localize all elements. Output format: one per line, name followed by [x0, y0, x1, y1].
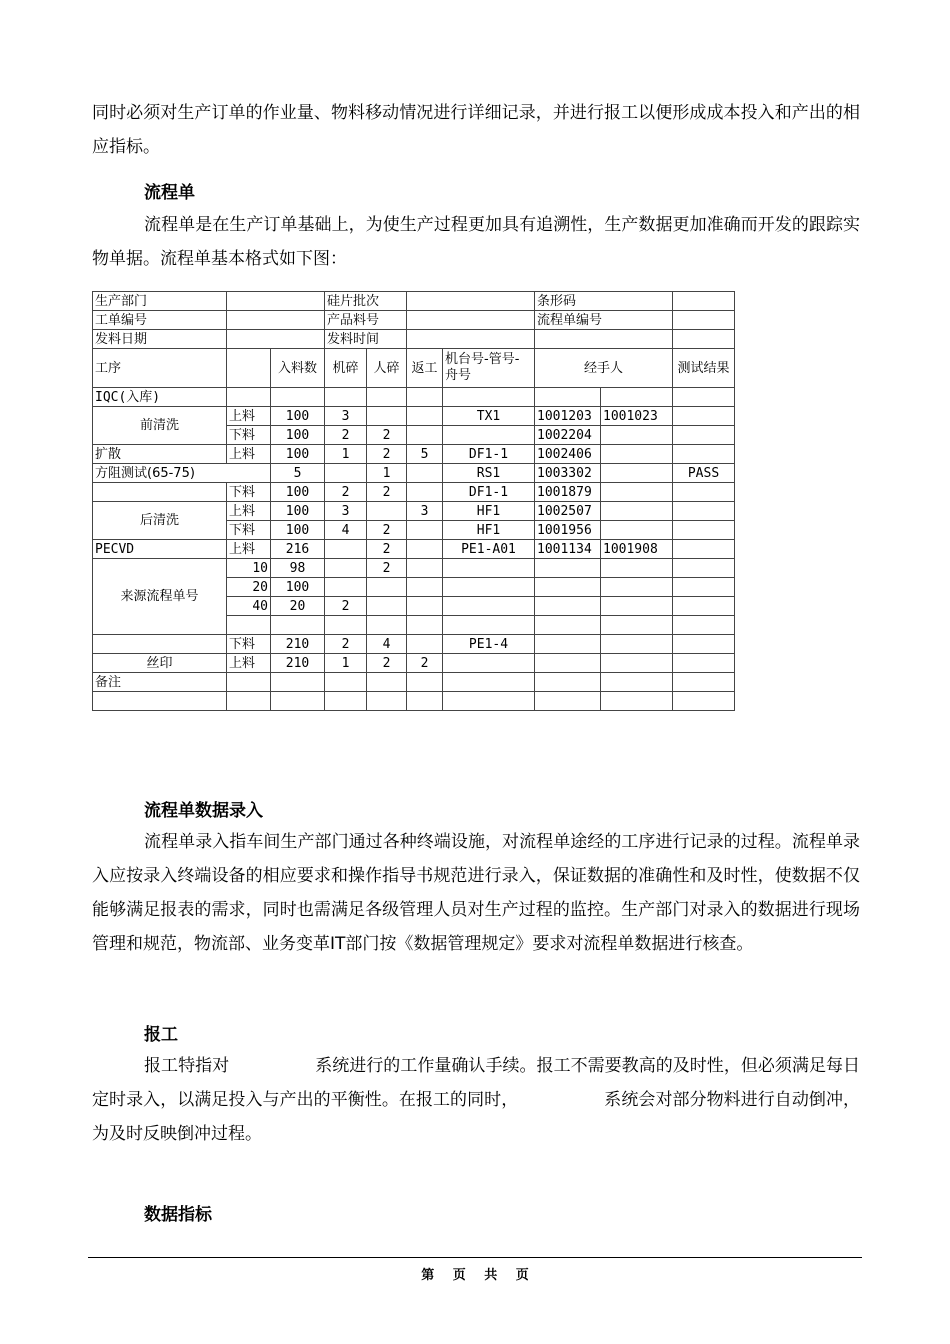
- table-cell: 2: [367, 540, 407, 559]
- table-cell: 1001879: [535, 483, 601, 502]
- table-cell: 2: [367, 521, 407, 540]
- table-cell: DF1-1: [443, 483, 535, 502]
- table-cell: 100: [271, 426, 325, 445]
- table-cell: 1001908: [601, 540, 673, 559]
- work-report-text-b: 系统进行的工作量确认手续。报工不需要教高的及时性，但必须满足每日定时录入，以满足投入与产出的平衡性。在报工的同时，: [92, 1056, 861, 1110]
- flow-sheet-table: [92, 291, 735, 711]
- table-cell: 2: [325, 483, 367, 502]
- table-cell: RS1: [443, 464, 535, 483]
- table-cell: 1001134: [535, 540, 601, 559]
- table-cell: 上料: [227, 540, 271, 559]
- table-cell: 2: [367, 483, 407, 502]
- col-process: 工序: [93, 349, 227, 388]
- order-label: 工单编号: [93, 311, 227, 330]
- dept-label: 生产部门: [93, 292, 227, 311]
- batch-label: 硅片批次: [325, 292, 407, 311]
- col-machine-no: 机台号-管号-舟号: [443, 349, 535, 388]
- table-cell: 3: [325, 502, 367, 521]
- issue-date-label: 发料日期: [93, 330, 227, 349]
- col-rework: 返工: [407, 349, 443, 388]
- work-report-paragraph: [92, 1049, 860, 1151]
- table-cell: 1: [367, 464, 407, 483]
- table-cell: 100: [271, 578, 325, 597]
- table-cell: HF1: [443, 521, 535, 540]
- table-cell: TX1: [443, 407, 535, 426]
- table-cell: 下料: [227, 521, 271, 540]
- table-cell: 100: [271, 483, 325, 502]
- intro-paragraph: 同时必须对生产订单的作业量、物料移动情况进行详细记录，并进行报工以便形成成本投入和产出的相应指标。: [92, 103, 860, 157]
- table-cell: 5: [271, 464, 325, 483]
- table-cell: 2: [325, 426, 367, 445]
- data-entry-paragraph: [92, 825, 860, 961]
- table-cell: 100: [271, 407, 325, 426]
- table-cell: 上料: [227, 654, 271, 673]
- row-pecvd: PECVD: [93, 540, 227, 559]
- table-cell: 98: [271, 559, 325, 578]
- data-entry-text: 流程单录入指车间生产部门通过各种终端设施，对流程单途经的工序进行记录的过程。流程单录入应按录入终端设备的相应要求和操作指导书规范进行录入，保证数据的准确性和及时性，使数据不仅能够满足报表的需求，同时也需满足各级管理人员对生产过程的监控。生产部门对录入的数据进行现场管理和规范，物流部、业务变革IT部门按《数据管理规定》要求对流程单数据进行核查。: [92, 832, 860, 954]
- table-cell: 2: [367, 654, 407, 673]
- row-iqc: IQC(入库): [93, 388, 227, 407]
- flow-no-label: 流程单编号: [535, 311, 673, 330]
- table-cell: 下料: [227, 635, 271, 654]
- table-cell: PE1-4: [443, 635, 535, 654]
- table-cell: 1002204: [535, 426, 601, 445]
- row-sheet-resistance: 方阻测试(65-75): [93, 464, 271, 483]
- section-title-work-report: 报工: [144, 1025, 178, 1045]
- table-cell: 3: [325, 407, 367, 426]
- table-cell: 5: [407, 445, 443, 464]
- table-cell: 100: [271, 521, 325, 540]
- table-cell: 2: [407, 654, 443, 673]
- table-cell: 1003302: [535, 464, 601, 483]
- table-cell: 1001203: [535, 407, 601, 426]
- table-cell: 下料: [227, 426, 271, 445]
- row-source-flow: 来源流程单号: [93, 559, 227, 635]
- work-report-text-c: 系统会对部分物料进行自动倒冲，为及时反映倒冲过程。: [92, 1090, 860, 1144]
- table-cell: DF1-1: [443, 445, 535, 464]
- table-cell: 100: [271, 502, 325, 521]
- table-cell: 上料: [227, 445, 271, 464]
- table-cell: 210: [271, 654, 325, 673]
- table-cell: 上料: [227, 407, 271, 426]
- table-cell: HF1: [443, 502, 535, 521]
- table-cell: 100: [271, 445, 325, 464]
- col-machine-broken: 机碎: [325, 349, 367, 388]
- row-post-clean: 后清洗: [93, 502, 227, 540]
- table-cell: 20: [271, 597, 325, 616]
- table-cell: 4: [367, 635, 407, 654]
- table-cell: 2: [325, 635, 367, 654]
- row-remark: 备注: [93, 673, 227, 692]
- table-cell: PASS: [673, 464, 735, 483]
- table-cell: 2: [367, 559, 407, 578]
- table-cell: 4: [325, 521, 367, 540]
- table-cell: 2: [367, 445, 407, 464]
- table-cell: 2: [367, 426, 407, 445]
- table-cell: 40: [227, 597, 271, 616]
- table-cell: PE1-A01: [443, 540, 535, 559]
- page-footer: 第 页 共 页: [421, 1268, 529, 1283]
- flow-sheet-text: 流程单是在生产订单基础上，为使生产过程更加具有追溯性，生产数据更加准确而开发的跟踪实物单据。流程单基本格式如下图：: [92, 215, 860, 269]
- table-cell: 10: [227, 559, 271, 578]
- table-cell: 216: [271, 540, 325, 559]
- table-cell: 下料: [227, 483, 271, 502]
- row-diffusion: 扩散: [93, 445, 227, 464]
- col-manual-broken: 人碎: [367, 349, 407, 388]
- table-cell: 上料: [227, 502, 271, 521]
- table-cell: 3: [407, 502, 443, 521]
- issue-time-label: 发料时间: [325, 330, 407, 349]
- col-test-result: 测试结果: [673, 349, 735, 388]
- section-title-data-indicators: 数据指标: [144, 1205, 212, 1225]
- section-title-data-entry: 流程单数据录入: [144, 801, 263, 821]
- table-cell: 1001023: [601, 407, 673, 426]
- col-handler: 经手人: [535, 349, 673, 388]
- table-cell: 1: [325, 445, 367, 464]
- work-report-text-a: 报工特指对: [144, 1056, 230, 1076]
- col-input-qty: 入料数: [271, 349, 325, 388]
- row-pre-clean: 前清洗: [93, 407, 227, 445]
- flow-sheet-paragraph: [92, 208, 860, 276]
- table-cell: 20: [227, 578, 271, 597]
- table-cell: 2: [325, 597, 367, 616]
- row-screen-print: 丝印: [93, 654, 227, 673]
- material-label: 产品料号: [325, 311, 407, 330]
- table-cell: 1001956: [535, 521, 601, 540]
- table-cell: 210: [271, 635, 325, 654]
- table-cell: 1: [325, 654, 367, 673]
- barcode-label: 条形码: [535, 292, 673, 311]
- footer-divider: [88, 1257, 862, 1258]
- table-cell: 1002507: [535, 502, 601, 521]
- section-title-flow-sheet: 流程单: [144, 183, 195, 203]
- table-cell: 1002406: [535, 445, 601, 464]
